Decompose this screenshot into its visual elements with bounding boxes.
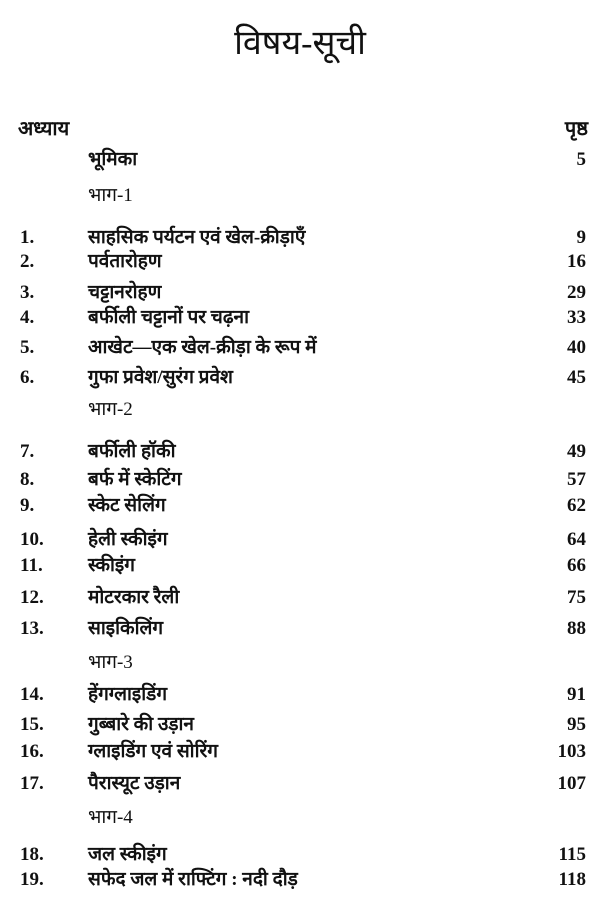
chapter-number: 11. (20, 555, 43, 576)
chapter-number: 19. (20, 869, 44, 890)
page-number: 91 (567, 684, 586, 705)
chapter-number: 13. (20, 618, 44, 639)
toc-entry (0, 280, 600, 306)
chapter-title: आखेट—एक खेल-क्रीड़ा के रूप में (88, 337, 317, 358)
page-number: 64 (567, 529, 586, 550)
page-column-header: पृष्ठ (564, 118, 588, 140)
chapter-title: भूमिका (88, 149, 138, 170)
part-heading (0, 183, 600, 209)
part-heading (0, 397, 600, 423)
chapter-number: 5. (20, 337, 35, 358)
chapter-title: भाग-2 (88, 399, 133, 420)
page-title: विषय-सूची (234, 25, 366, 62)
toc-entry (0, 467, 600, 493)
toc-entry (0, 867, 600, 893)
chapter-title: बर्फीली हॉकी (88, 441, 176, 462)
chapter-number: 7. (20, 441, 35, 462)
chapter-number: 9. (20, 495, 35, 516)
chapter-number: 2. (20, 251, 35, 272)
chapter-title: भाग-1 (88, 185, 133, 206)
part-heading (0, 805, 600, 831)
chapter-number: 8. (20, 469, 35, 490)
toc-entry (0, 712, 600, 738)
page-number: 57 (567, 469, 586, 490)
page-number: 66 (567, 555, 586, 576)
chapter-number: 14. (20, 684, 44, 705)
chapter-title: पैरास्यूट उड़ान (88, 773, 181, 794)
chapter-title: सफेद जल में राफ्टिंग : नदी दौड़ (88, 869, 298, 890)
chapter-title: चट्टानरोहण (88, 282, 162, 303)
chapter-title: साइकिलिंग (88, 618, 164, 639)
toc-entry (0, 527, 600, 553)
page-number: 45 (567, 367, 586, 388)
chapter-number: 12. (20, 587, 44, 608)
page-number: 29 (567, 282, 586, 303)
page-number: 115 (558, 844, 586, 865)
chapter-number: 16. (20, 741, 44, 762)
toc-entry (0, 305, 600, 331)
chapter-title: बर्फीली चट्टानों पर चढ़ना (88, 307, 250, 328)
part-heading (0, 650, 600, 676)
page-number: 49 (567, 441, 586, 462)
page-number: 16 (567, 251, 586, 272)
toc-entry (0, 365, 600, 391)
toc-entry (0, 335, 600, 361)
toc-entry (0, 439, 600, 465)
toc-entry (0, 493, 600, 519)
chapter-number: 1. (20, 227, 35, 248)
chapter-title: जल स्कीइंग (88, 844, 167, 865)
page-number: 107 (557, 773, 586, 794)
page-number: 75 (567, 587, 586, 608)
chapter-title: साहसिक पर्यटन एवं खेल-क्रीड़ाएँ (88, 227, 306, 248)
page-number: 40 (567, 337, 586, 358)
toc-entry (0, 842, 600, 868)
page-number: 118 (558, 869, 586, 890)
chapter-title: गुफा प्रवेश/सुरंग प्रवेश (88, 367, 233, 388)
chapter-number: 17. (20, 773, 44, 794)
toc-entry (0, 225, 600, 251)
chapter-title: स्कीइंग (88, 555, 135, 576)
page-number: 103 (557, 741, 586, 762)
chapter-number: 18. (20, 844, 44, 865)
toc-entry (0, 585, 600, 611)
chapter-title: हेली स्कीइंग (88, 529, 168, 550)
toc-entry (0, 616, 600, 642)
chapter-number: 4. (20, 307, 35, 328)
chapter-title: स्केट सेलिंग (88, 495, 166, 516)
page-number: 88 (567, 618, 586, 639)
chapter-number: 15. (20, 714, 44, 735)
chapter-title: ग्लाइडिंग एवं सोरिंग (88, 741, 218, 762)
page-number: 33 (567, 307, 586, 328)
chapter-number: 3. (20, 282, 35, 303)
page-number: 95 (567, 714, 586, 735)
toc-entry (0, 553, 600, 579)
chapter-title: गुब्बारे की उड़ान (88, 714, 194, 735)
page-number: 9 (576, 227, 586, 248)
chapter-title: भाग-4 (88, 807, 133, 828)
chapter-title: बर्फ में स्केटिंग (88, 469, 182, 490)
toc-entry (0, 249, 600, 275)
toc-entry (0, 771, 600, 797)
chapter-title: भाग-3 (88, 652, 133, 673)
page-number: 62 (567, 495, 586, 516)
chapter-title: मोटरकार रैली (88, 587, 180, 608)
chapter-column-header: अध्याय (18, 118, 70, 140)
chapter-title: हेंगग्लाइडिंग (88, 684, 168, 705)
toc-entry (0, 682, 600, 708)
chapter-number: 10. (20, 529, 44, 550)
chapter-number: 6. (20, 367, 35, 388)
chapter-title: पर्वतारोहण (88, 251, 162, 272)
toc-entry (0, 739, 600, 765)
page-number: 5 (576, 149, 586, 170)
toc-entry (0, 147, 600, 173)
